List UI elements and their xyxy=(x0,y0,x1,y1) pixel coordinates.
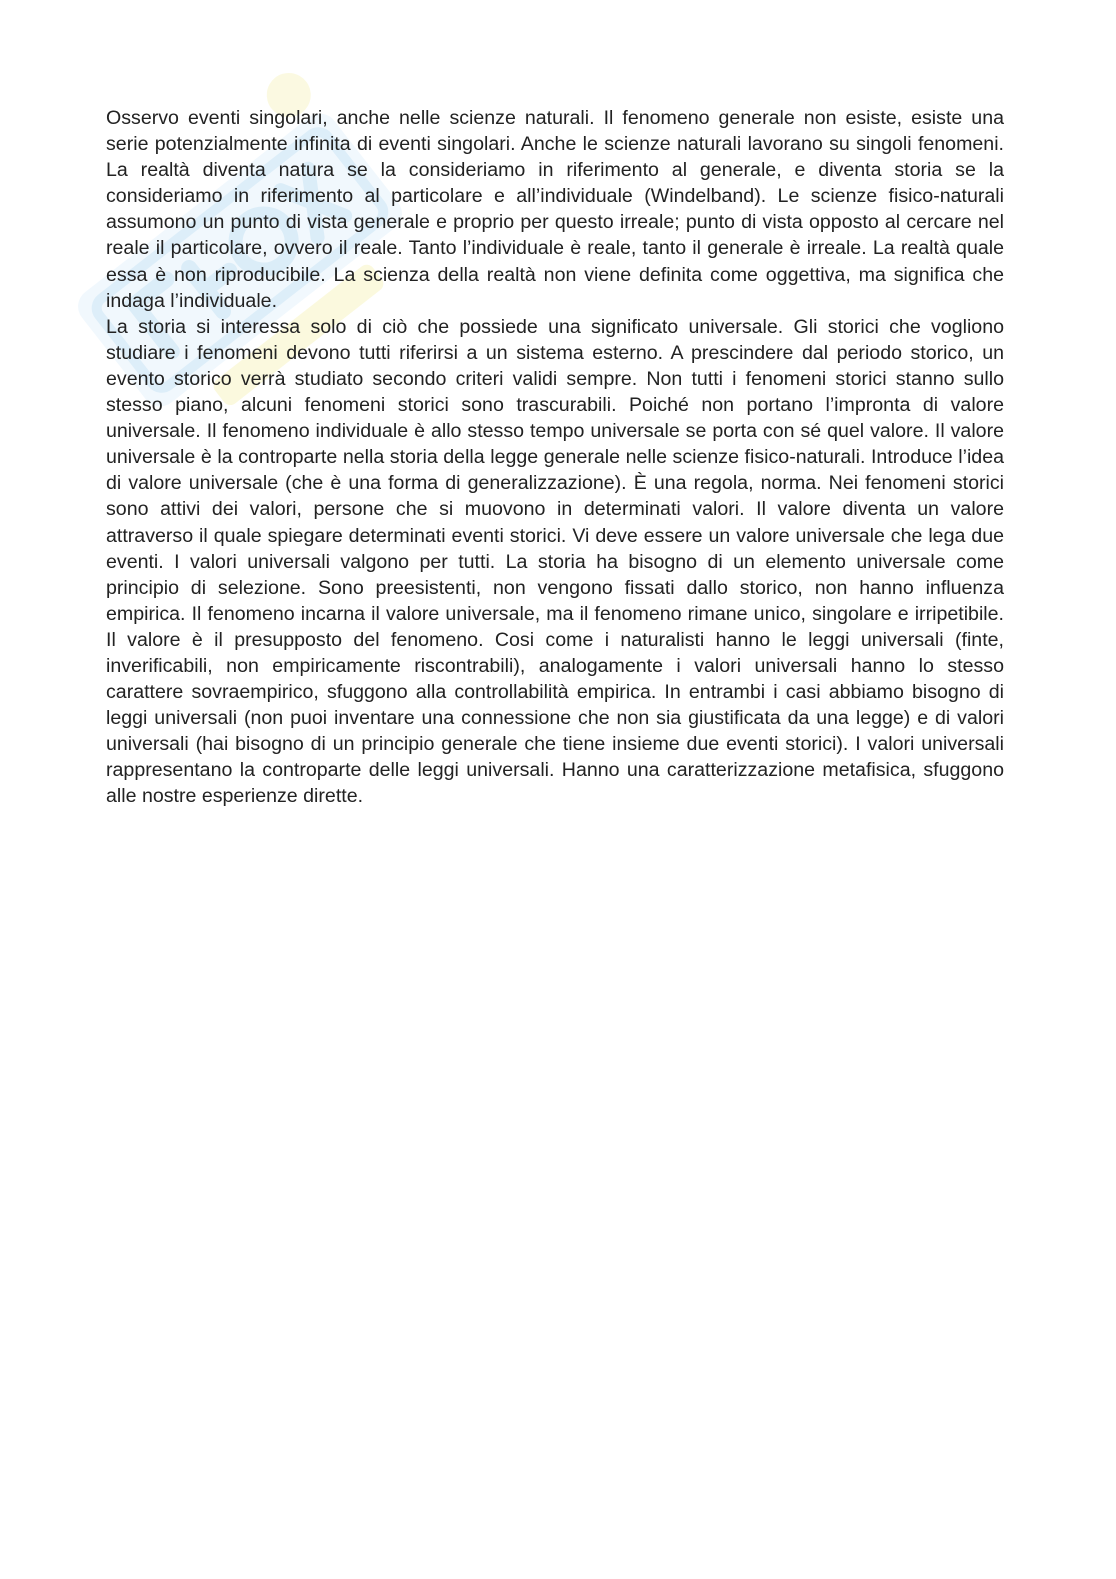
paragraph: Osservo eventi singolari, anche nelle scienze naturali. Il fenomeno generale non esiste, esiste una serie potenzialmente infinita di eventi singolari. Anche le scienze naturali lavorano su singoli fenomeni. La realtà diventa natura se la consideriamo in riferimento al generale, e diventa storia se la consideriamo in riferimento al particolare e all’individuale (Windelband). Le scienze fisico-naturali assumono un punto di vista generale e proprio per questo irreale; punto di vista opposto al cercare nel reale il particolare, ovvero il reale. Tanto l’individuale è reale, tanto il generale è irreale. La realtà quale essa è non riproducibile. La scienza della realtà non viene definita come oggettiva, ma significa che indaga l’individuale. xyxy=(106,107,1004,312)
paragraph: La storia si interessa solo di ciò che possiede una significato universale. Gli storici che vogliono studiare i fenomeni devono tutti riferirsi a un sistema esterno. A prescindere dal periodo storico, un evento storico verrà studiato secondo criteri validi sempre. Non tutti i fenomeni storici stanno sullo stesso piano, alcuni fenomeni storici sono trascurabili. Poiché non portano l’impronta di valore universale. Il fenomeno individuale è allo stesso tempo universale se porta con sé quel valore. Il valore universale è la controparte nella storia della legge generale nelle scienze fisico-naturali. Introduce l’idea di valore universale (che è una forma di generalizzazione). È una regola, norma. Nei fenomeni storici sono attivi dei valori, persone che si muovono in determinati valori. Il valore diventa un valore attraverso il quale spiegare determinati eventi storici. Vi deve essere un valore universale che lega due eventi. I valori universali valgono per tutti. La storia ha bisogno di un elemento universale come principio di selezione. Sono preesistenti, non vengono fissati dallo storico, non hanno influenza empirica. Il fenomeno incarna il valore universale, ma il fenomeno rimane unico, singolare e irripetibile. Il valore è il presupposto del fenomeno. Cosi come i naturalisti hanno le leggi universali (finte, inverificabili, non empiricamente riscontrabili), analogamente i valori universali hanno lo stesso carattere sovraempirico, sfuggono alla controllabilità empirica. In entrambi i casi abbiamo bisogno di leggi universali (non puoi inventare una connessione che non sia giustificata da una legge) e di valori universali (hai bisogno di un principio generale che tiene insieme due eventi storici). I valori universali rappresentano la controparte delle leggi universali. Hanno una caratterizzazione metafisica, sfuggono alle nostre esperienze dirette. xyxy=(106,315,1004,808)
document-body xyxy=(106,105,1004,810)
